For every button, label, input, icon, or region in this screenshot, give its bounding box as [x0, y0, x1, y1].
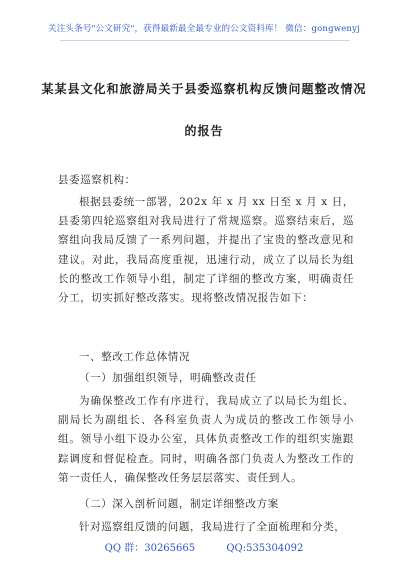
footer-qq: QQ:535304092 — [226, 543, 304, 554]
footer-qq-group: QQ 群：30265665 — [104, 543, 196, 554]
header-promo: 关注头条号"公文研究"，获得最新最全最专业的公文资料库！ 微信：gongwenyj — [48, 24, 360, 34]
salutation: 县委巡察机构： — [58, 174, 136, 186]
header-divider — [60, 40, 350, 41]
footer-contact — [0, 539, 408, 554]
subsection-1-heading: （一）加强组织领导，明确整改责任 — [79, 372, 257, 384]
subsection-2-body: 针对巡察组反馈的问题，我局进行了全面梳理和分类， — [79, 521, 346, 533]
document-title-line-1: 某某县文化和旅游局关于县委巡察机构反馈问题整改情况 — [41, 82, 367, 96]
document-title-line-2: 的报告 — [184, 124, 224, 138]
section-1-heading: 一、整改工作总体情况 — [79, 351, 190, 363]
subsection-1-body: 为确保整改工作有序进行，我局成立了以局长为组长、副局长为副组长、各科室负责人为成员的整改工作领导小组。领导小组下设办公室，具体负责整改工作的组织实施跟踪调度和督促检查。同时，明确各部门负责人为整改工作的第一责任人，确保整改任务层层落实、责任到人。 — [58, 395, 354, 484]
intro-paragraph: 根据县委统一部署，202x 年 x 月 xx 日至 x 月 x 日，县委第四轮巡察组对我局进行了常规巡察。巡察结束后，巡察组向我局反馈了一系列问题，并提出了宝贵的整改意见和建议。对此，我局高度重视，迅速行动，成立了以局长为组长的整改工作领导小组，制定了详细的整改方案，明确责任分工，切实抓好整改落实。现将整改情况报告如下： — [58, 196, 354, 305]
subsection-2-heading: （二）深入剖析问题，制定详细整改方案 — [79, 498, 279, 510]
